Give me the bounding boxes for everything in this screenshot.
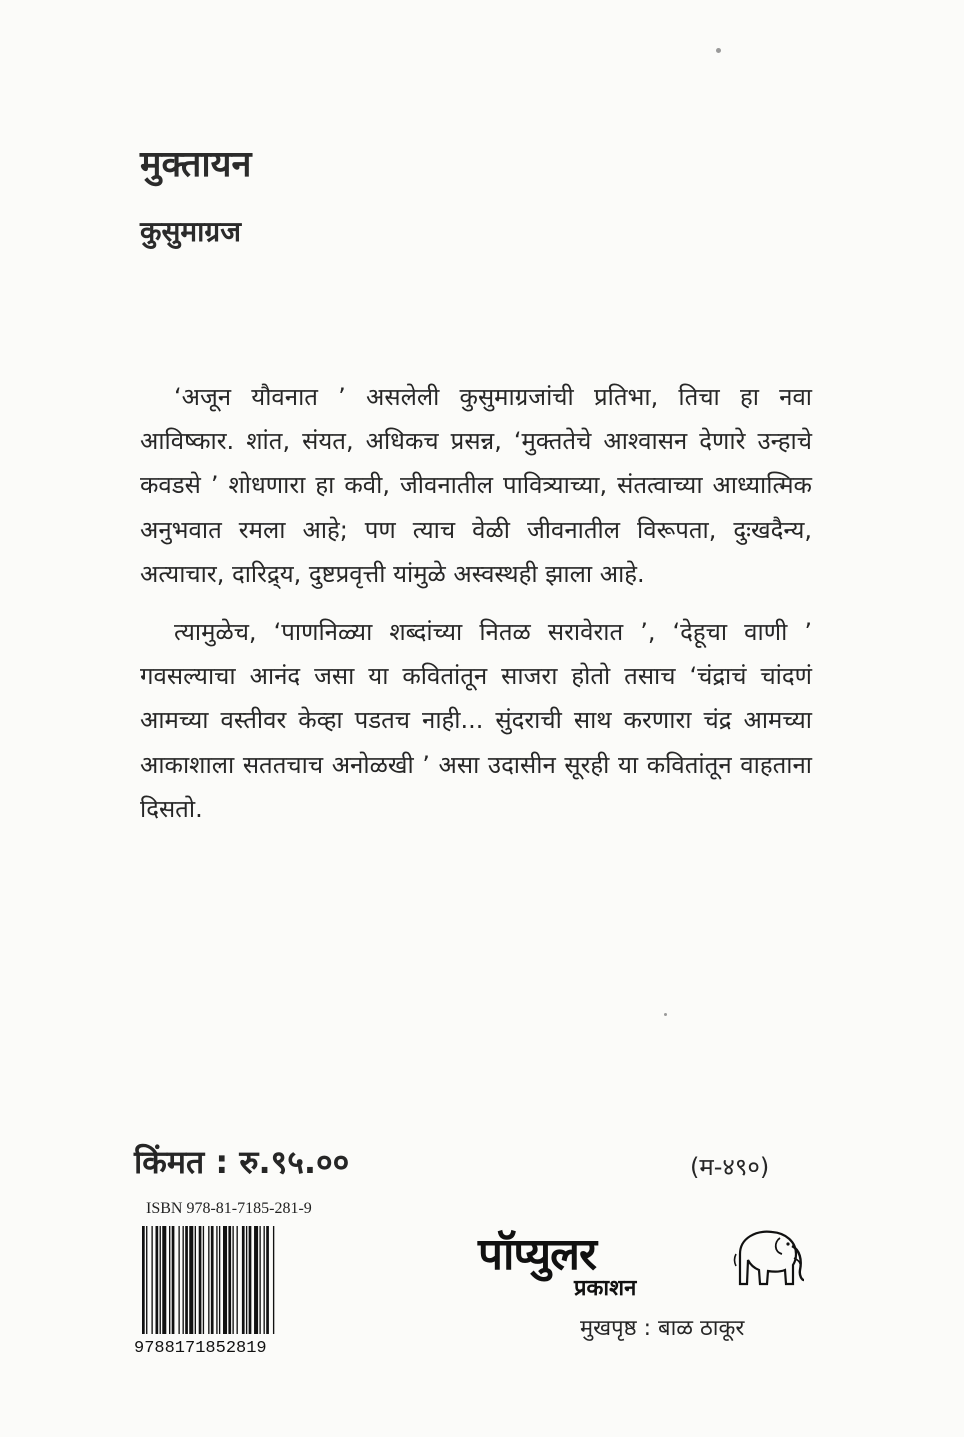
paper-speck [716, 48, 721, 53]
blurb-paragraph-2: त्यामुळेच, ‘पाणनिळ्या शब्दांच्या नितळ सरावेरात ’, ‘देहूचा वाणी ’ गवसल्याचा आनंद जसा या कवितांतून साजरा होतो तसाच ‘चंद्राचं चांदणं आमच्या वस्तीवर केव्हा पडतच नाही... सुंदराची साथ करणारा चंद्र आमच्या आकाशाला सततचाच अनोळखी ’ असा उदासीन सूरही या कवितांतून वाहताना दिसतो. [140, 618, 812, 823]
book-title: मुक्तायन [140, 144, 252, 185]
publisher-logo [478, 1222, 808, 1306]
publisher-name: पॉप्युलर [478, 1229, 596, 1280]
barcode [134, 1220, 312, 1356]
cover-credit: मुखपृष्ठ : बाळ ठाकूर [580, 1316, 745, 1341]
barcode-bars [142, 1226, 274, 1334]
blurb [140, 375, 812, 831]
blurb-paragraph-1: ‘अजून यौवनात ’ असलेली कुसुमाग्रजांची प्रतिभा, तिचा हा नवा आविष्कार. शांत, संयत, अधिकच प्रसन्न, ‘मुक्ततेचे आश्वासन देणारे उन्हाचे कवडसे ’ शोधणारा हा कवी, जीवनातील पावित्र्याच्या, संतत्वाच्या आध्यात्मिक अनुभवात रमला आहे; पण त्याच वेळी जीवनातील विरूपता, दुःखदैन्य, अत्याचार, दारिद्र्य, दुष्टप्रवृत्ती यांमुळे अस्वस्थही झाला आहे. [140, 383, 812, 588]
price: किंमत : रु.९५.०० [134, 1143, 350, 1181]
elephant-icon [730, 1224, 806, 1296]
paper-speck [664, 1013, 667, 1016]
publisher-subtitle: प्रकाशन [574, 1276, 637, 1301]
book-author: कुसुमाग्रज [140, 215, 241, 248]
catalog-code: (म-४९०) [690, 1153, 770, 1181]
barcode-digits: 9788171852819 [134, 1339, 267, 1356]
isbn-label: ISBN 978-81-7185-281-9 [146, 1200, 312, 1217]
